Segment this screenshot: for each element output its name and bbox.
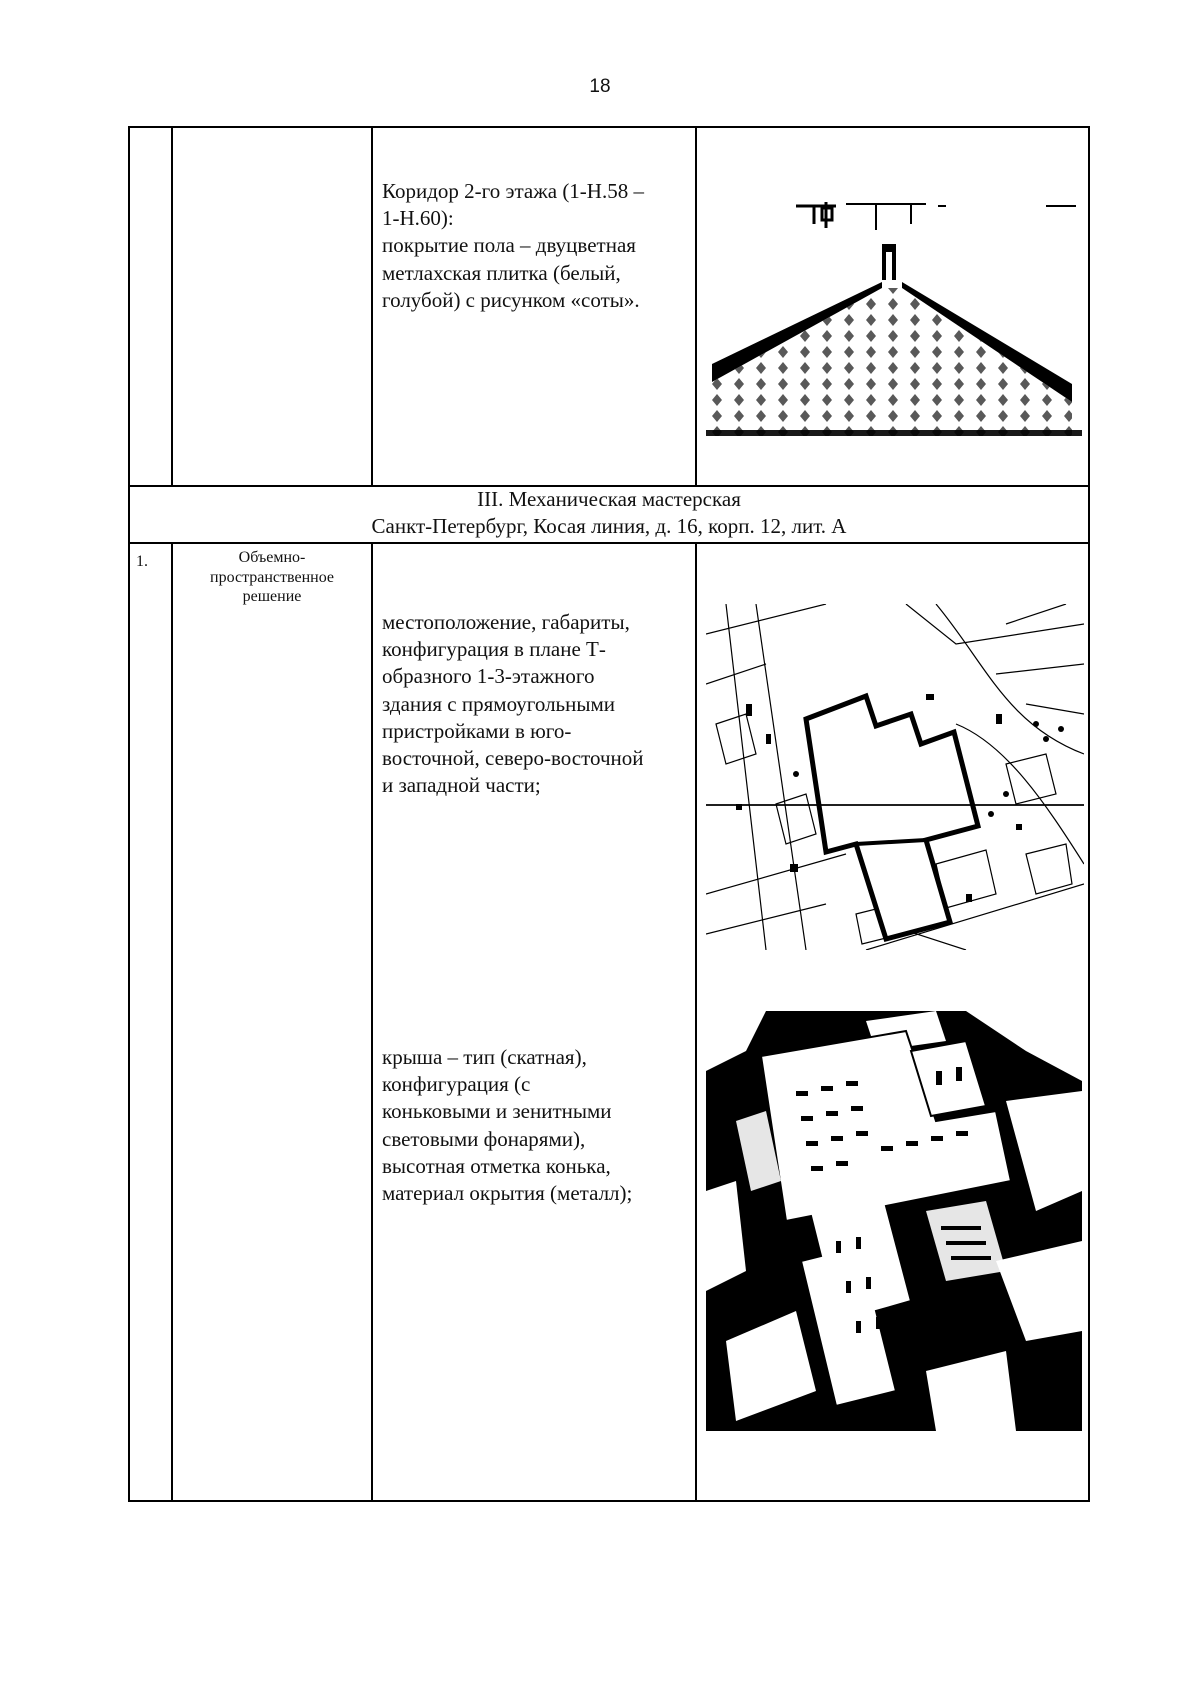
table-column-rule (695, 126, 697, 486)
row-number: 1. (136, 553, 148, 570)
text-line: восточной, северо-восточной (382, 746, 644, 771)
table-column-rule (171, 542, 173, 1501)
section-title: III. Механическая мастерская (477, 487, 741, 511)
plan-description (382, 609, 644, 799)
text-line: решение (242, 588, 302, 605)
table-border-top (128, 126, 1090, 128)
text-line: высотная отметка конька, (382, 1153, 611, 1178)
roof-description (382, 1044, 632, 1207)
text-line: голубой) с рисунком «соты». (382, 287, 640, 312)
text-line: конфигурация (с (382, 1072, 531, 1097)
table-column-rule (371, 542, 373, 1501)
text-line: образного 1-3-этажного (382, 664, 595, 689)
text-line: пространственное (210, 568, 334, 586)
text-line: конфигурация в плане Т- (382, 637, 606, 662)
text-line: метлахская плитка (белый, (382, 260, 621, 285)
element-name (174, 548, 370, 607)
text-line: 1-Н.60): (382, 206, 454, 231)
aerial-roof-photo (706, 1011, 1082, 1431)
table-rule (128, 542, 1090, 544)
text-line: крыша – тип (скатная), (382, 1045, 587, 1069)
text-line: Объемно- (238, 549, 306, 566)
section-address: Санкт-Петербург, Косая линия, д. 16, корп. 12, лит. А (371, 514, 847, 538)
text-line: здания с прямоугольными (382, 691, 616, 716)
corridor-floor-photo (706, 184, 1082, 442)
site-plan-map (706, 604, 1084, 950)
table-border-left (128, 126, 130, 1501)
table-border-bottom (128, 1500, 1090, 1502)
corridor-description (382, 178, 644, 314)
page-number: 18 (589, 76, 611, 97)
table-column-rule (171, 126, 173, 486)
table-column-rule (371, 126, 373, 486)
register-table (128, 126, 1090, 1501)
table-border-right (1088, 126, 1090, 1501)
text-line: световыми фонарями), (382, 1126, 586, 1151)
text-line: материал окрытия (металл); (382, 1181, 633, 1206)
text-line: Коридор 2-го этажа (1-Н.58 – (382, 179, 644, 203)
text-line: местоположение, габариты, (382, 610, 630, 634)
text-line: и западной части; (382, 773, 541, 798)
text-line: пристройками в юго- (382, 718, 572, 743)
text-line: покрытие пола – двуцветная (382, 233, 636, 258)
table-column-rule (695, 542, 697, 1501)
text-line: коньковыми и зенитными (382, 1099, 612, 1124)
